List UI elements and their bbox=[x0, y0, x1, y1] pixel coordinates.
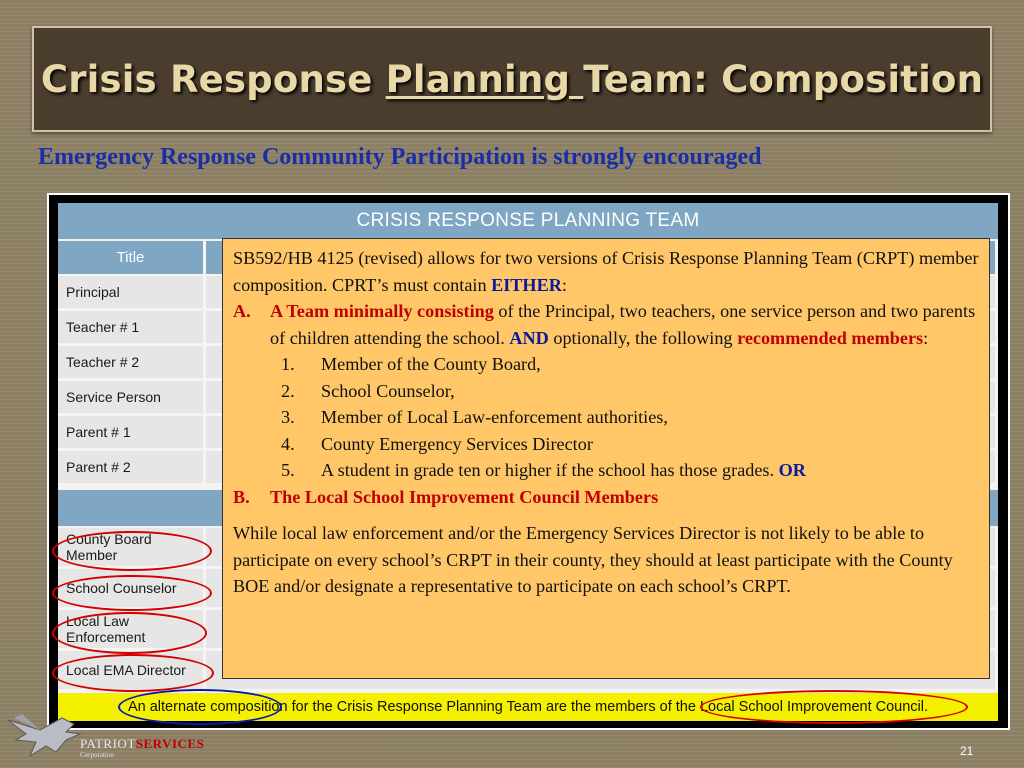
option-b-marker: B. bbox=[233, 486, 250, 507]
table-header: CRISIS RESPONSE PLANNING TEAM bbox=[58, 203, 998, 239]
table-row-title: Principal bbox=[58, 276, 206, 311]
recommended-item-1: 1. Member of the County Board, bbox=[281, 354, 541, 374]
company-logo-sub: Corporation bbox=[80, 751, 114, 759]
option-a-text: A Team minimally consisting of the Principal, two teachers, one service person and two parents of children attending the school. AND optionally, the following recommended members: bbox=[270, 301, 976, 348]
recommended-item-4: 4. County Emergency Services Director bbox=[281, 433, 593, 454]
option-a bbox=[233, 298, 979, 351]
company-logo-text: PATRIOTSERVICES bbox=[80, 736, 205, 751]
recommended-item-2: 2. School Counselor, bbox=[281, 380, 455, 401]
table-row-title: Teacher # 2 bbox=[58, 346, 206, 381]
highlight-oval-county-board bbox=[52, 531, 212, 571]
option-b bbox=[233, 484, 979, 511]
table-row-title: Teacher # 1 bbox=[58, 311, 206, 346]
highlight-oval-law-enforcement bbox=[52, 612, 207, 654]
option-b-text: The Local School Improvement Council Members bbox=[270, 486, 659, 507]
recommended-item-5: 5. A student in grade ten or higher if the school has those grades. OR bbox=[281, 460, 806, 480]
legislation-callout bbox=[222, 238, 990, 679]
alternate-composition-note: An alternate composition for the Crisis Response Planning Team are the members of the Local School Improvement Council. bbox=[58, 693, 998, 721]
callout-closing: While local law enforcement and/or the Emergency Services Director is not likely to be able to participate on every school’s CRPT in their county, they should at least participate with the County BOE and/or designate a representative to participate on each school’s CRPT. bbox=[233, 523, 953, 596]
eagle-logo-icon bbox=[0, 690, 250, 768]
slide-title bbox=[41, 58, 983, 101]
page-number: 21 bbox=[960, 744, 974, 758]
table-row-title: Parent # 1 bbox=[58, 416, 206, 451]
title-part-2: Team: Composition bbox=[583, 57, 984, 101]
or-emphasis: OR bbox=[778, 460, 806, 480]
table-row-title: School Counselor bbox=[58, 569, 206, 610]
callout-intro: SB592/HB 4125 (revised) allows for two versions of Crisis Response Planning Team (CRPT) member composition. CPRT’s must contain EITHER: bbox=[233, 248, 979, 295]
recommended-item-3: 3. Member of Local Law-enforcement authorities, bbox=[281, 407, 668, 427]
highlight-oval-ema-director bbox=[52, 654, 214, 692]
and-emphasis: AND bbox=[509, 327, 549, 348]
title-bar bbox=[32, 26, 992, 132]
option-a-bold: A Team minimally consisting bbox=[270, 301, 494, 321]
option-a-marker: A. bbox=[233, 301, 251, 321]
either-emphasis: EITHER bbox=[491, 274, 562, 295]
table-row-title: Service Person bbox=[58, 381, 206, 416]
table-row-title: County Board Member bbox=[58, 528, 206, 569]
table-row-title: Local EMA Director bbox=[58, 651, 206, 692]
recommended-members-emphasis: recommended members bbox=[737, 327, 924, 348]
table-row-title: Parent # 2 bbox=[58, 451, 206, 486]
highlight-oval-school-counselor bbox=[52, 575, 212, 611]
table-row-title: Local Law Enforcement bbox=[58, 610, 206, 651]
title-part-1: Crisis Response bbox=[40, 57, 386, 101]
slide-subtitle: Emergency Response Community Participation is strongly encouraged bbox=[38, 144, 762, 170]
title-underlined: Planning bbox=[385, 57, 584, 101]
column-title: Title bbox=[58, 241, 206, 277]
highlight-oval-lsic bbox=[700, 690, 968, 724]
